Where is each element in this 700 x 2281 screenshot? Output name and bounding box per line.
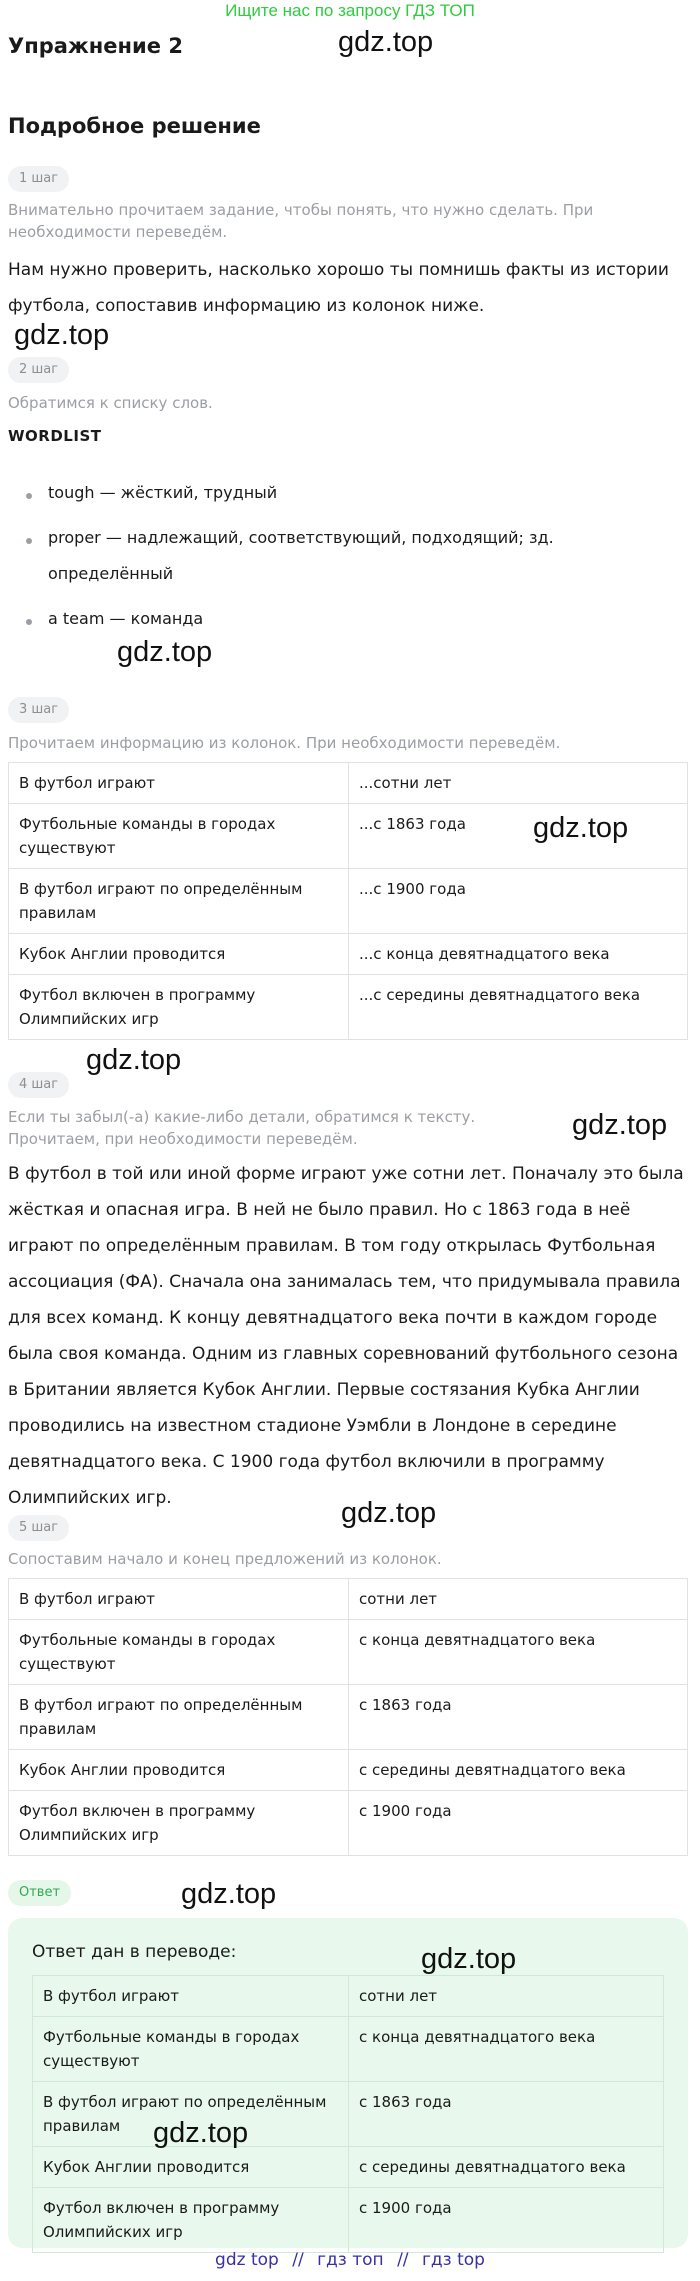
answer-badge: Ответ (8, 1880, 71, 1906)
table-cell: Футбол включен в программу Олимпийских игр (9, 975, 349, 1040)
footer-link[interactable]: гдз топ (317, 2250, 384, 2270)
table-row (9, 763, 688, 804)
step-4-hint: Если ты забыл(-а) какие-либо детали, обратимся к тексту. Прочитаем, при необходимости переведём. (8, 1108, 476, 1148)
table-cell: с 1900 года (349, 2188, 664, 2253)
table-row (33, 1976, 664, 2017)
footer-separator: // (292, 2250, 304, 2270)
table-cell: сотни лет (349, 1976, 664, 2017)
table-cell: В футбол играют по определённым правилам (9, 869, 349, 934)
table-cell: ...с 1900 года (349, 869, 688, 934)
table-row (9, 934, 688, 975)
bullet-dot (26, 538, 32, 544)
table-row (9, 869, 688, 934)
table-cell: Кубок Англии проводится (9, 1750, 349, 1791)
step-4-badge: 4 шаг (8, 1072, 69, 1098)
step-1-text: Нам нужно проверить, насколько хорошо ты помнишь факты из истории футбола, сопоставив информацию из колонок ниже. (8, 260, 669, 316)
step-2-badge: 2 шаг (8, 357, 69, 383)
step-5-hint: Сопоставим начало и конец предложений из колонок. (8, 1550, 442, 1568)
watermark: gdz.top (14, 319, 110, 351)
table-cell: Кубок Англии проводится (33, 2147, 349, 2188)
watermark: gdz.top (533, 812, 629, 844)
table-row (9, 1750, 688, 1791)
answer-table (32, 1975, 664, 2253)
bullet-dot (26, 493, 32, 499)
watermark: gdz.top (341, 1497, 437, 1529)
bullet-dot (26, 619, 32, 625)
wordlist-title: WORDLIST (8, 427, 102, 445)
watermark: gdz.top (86, 1044, 182, 1076)
table-cell: с середины девятнадцатого века (349, 2147, 664, 2188)
table-cell: Кубок Англии проводится (9, 934, 349, 975)
wordlist-item: a team — команда (48, 609, 204, 628)
answer-title: Ответ дан в переводе: (32, 1942, 237, 1962)
table-row (33, 2017, 664, 2082)
step-1-badge: 1 шаг (8, 166, 69, 192)
table-cell: с 1900 года (349, 1791, 688, 1856)
table-cell: Футбольные команды в городах существуют (9, 804, 349, 869)
watermark: gdz.top (338, 26, 434, 58)
footer-link[interactable]: gdz top (215, 2250, 279, 2270)
watermark: gdz.top (153, 2117, 249, 2149)
table-cell: ...с конца девятнадцатого века (349, 934, 688, 975)
table-cell: В футбол играют по определённым правилам (33, 2082, 349, 2147)
watermark: gdz.top (572, 1109, 668, 1141)
table-row (9, 975, 688, 1040)
table-cell: В футбол играют (9, 763, 349, 804)
columns-table (8, 762, 688, 1040)
table-row (33, 2188, 664, 2253)
table-cell: с конца девятнадцатого века (349, 1620, 688, 1685)
table-cell: В футбол играют по определённым правилам (9, 1685, 349, 1750)
table-cell: Футбольные команды в городах существуют (9, 1620, 349, 1685)
step-3-hint: Прочитаем информацию из колонок. При необходимости переведём. (8, 734, 561, 752)
watermark: gdz.top (117, 636, 213, 668)
table-cell: сотни лет (349, 1579, 688, 1620)
step-5-badge: 5 шаг (8, 1515, 69, 1541)
step-3-badge: 3 шаг (8, 697, 69, 723)
table-row (9, 1791, 688, 1856)
table-cell: ...с 1863 года (349, 804, 688, 869)
footer-links (0, 2250, 700, 2270)
table-cell: Футбол включен в программу Олимпийских игр (9, 1791, 349, 1856)
table-cell: Футбол включен в программу Олимпийских игр (33, 2188, 349, 2253)
table-cell: Футбольные команды в городах существуют (33, 2017, 349, 2082)
table-cell: с середины девятнадцатого века (349, 1750, 688, 1791)
matching-table (8, 1578, 688, 1856)
table-cell: В футбол играют (9, 1579, 349, 1620)
table-cell: ...с середины девятнадцатого века (349, 975, 688, 1040)
table-row (9, 1685, 688, 1750)
table-row (9, 1579, 688, 1620)
wordlist-item: tough — жёсткий, трудный (48, 483, 278, 502)
watermark: gdz.top (421, 1943, 517, 1975)
wordlist-item: proper — надлежащий, соответствующий, подходящий; зд. определённый (48, 528, 554, 583)
search-banner: Ищите нас по запросу ГДЗ ТОП (225, 1, 475, 20)
footer-separator: // (397, 2250, 409, 2270)
footer-link[interactable]: гдз top (421, 2250, 485, 2270)
table-cell: с 1863 года (349, 1685, 688, 1750)
exercise-title: Упражнение 2 (8, 34, 183, 58)
table-row (33, 2147, 664, 2188)
solution-title: Подробное решение (8, 114, 261, 138)
table-cell: с конца девятнадцатого века (349, 2017, 664, 2082)
watermark: gdz.top (181, 1878, 277, 1910)
table-row (33, 2082, 664, 2147)
table-cell: ...сотни лет (349, 763, 688, 804)
table-cell: В футбол играют (33, 1976, 349, 2017)
step-4-text: В футбол в той или иной форме играют уже сотни лет. Поначалу это была жёсткая и опасная игра. В ней не было правил. Но с 1863 года в неё играют по определённым правилам. В том году открылась Футбольная ассоциация (ФА). Сначала она занималась тем, что придумывала правила для всех команд. К концу девятнадцатого века почти в каждом городе была своя команда. Одним из главных соревнований футбольного сезона в Британии является Кубок Англии. Первые состязания Кубка Англии проводились на известном стадионе Уэмбли в Лондоне в середине девятнадцатого века. С 1900 года футбол включили в программу Олимпийских игр. (8, 1164, 684, 1508)
table-cell: с 1863 года (349, 2082, 664, 2147)
step-2-hint: Обратимся к списку слов. (8, 394, 213, 412)
step-1-hint: Внимательно прочитаем задание, чтобы понять, что нужно сделать. При необходимости переведём. (8, 201, 594, 241)
table-row (9, 1620, 688, 1685)
